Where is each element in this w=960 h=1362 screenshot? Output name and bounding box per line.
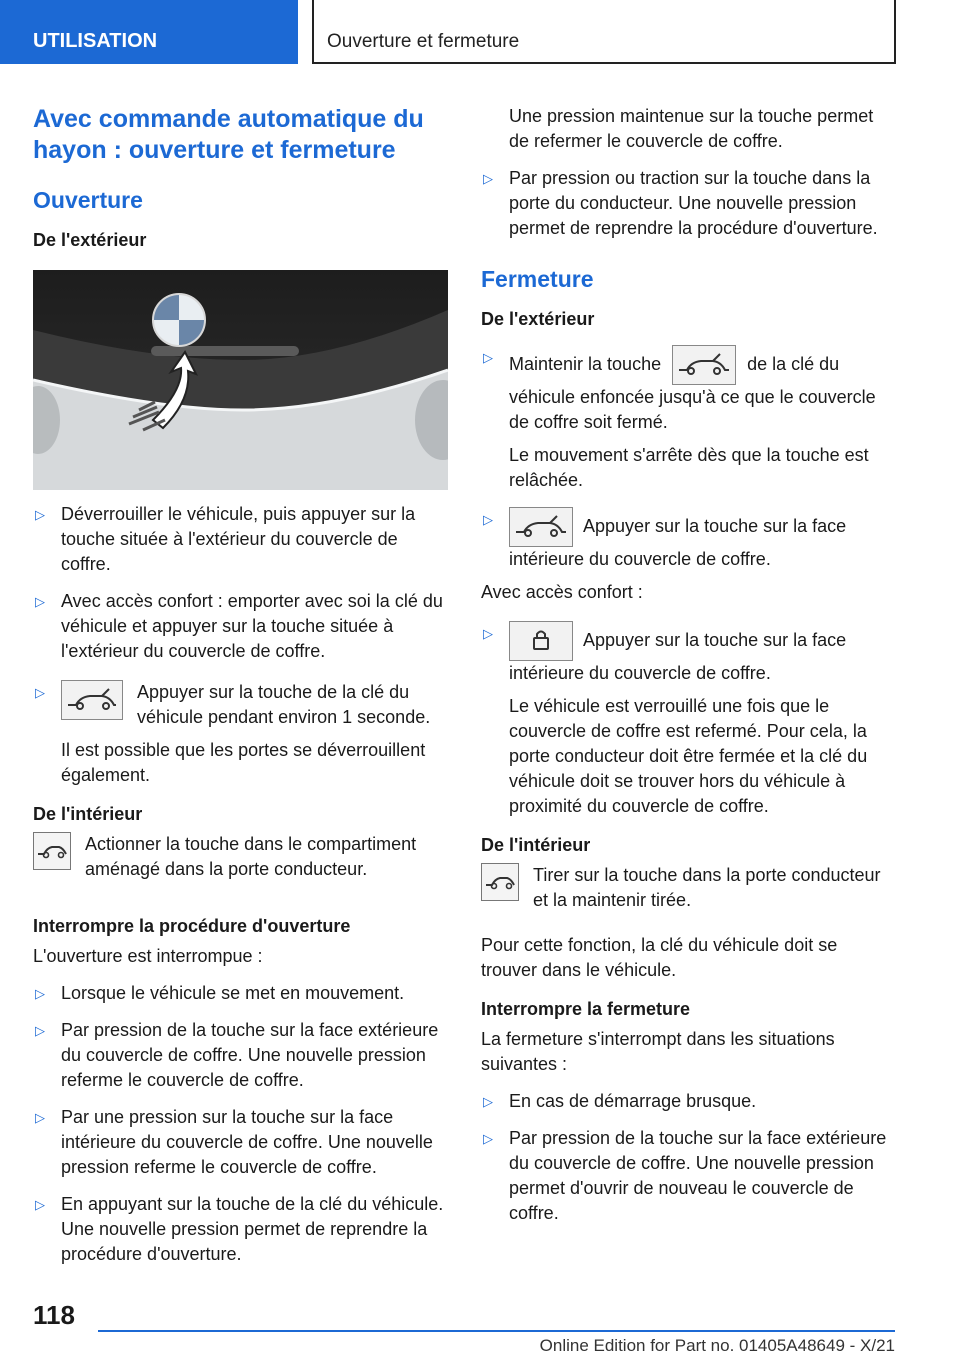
footer-edition: Online Edition for Part no. 01405A48649 - X/21: [539, 1336, 895, 1355]
bullet-triangle-icon: ▷: [35, 1197, 45, 1212]
list-item: ▷ Maintenir la touche de la clé du véhicule enfoncée jusqu'à ce que le couvercle de coffre soit fermé.: [481, 345, 897, 435]
closing-heading: Fermeture: [481, 266, 594, 292]
bullet-triangle-icon: ▷: [35, 507, 45, 522]
list-item: ▷ Avec accès confort : emporter avec soi la clé du véhicule et appuyer sur la touche située à l'extérieur du couvercle de coffre.: [35, 591, 443, 661]
page-number: 118: [33, 1300, 75, 1330]
lock-button-icon: [509, 621, 573, 661]
list-item: [33, 680, 449, 730]
bullet-triangle-icon: ▷: [35, 1023, 45, 1038]
main-heading: Avec commande automatique du hayon : ouverture et fermeture: [33, 105, 424, 164]
bullet-triangle-icon: ▷: [483, 350, 493, 365]
right-column: [481, 104, 897, 1226]
chapter-title-box: [312, 0, 896, 64]
comfort-access-label: Avec accès confort :: [481, 582, 643, 602]
close-from-inside-heading: De l'intérieur: [481, 835, 591, 855]
tailgate-photo: [33, 270, 448, 490]
list-item: ▷ En appuyant sur la touche de la clé du véhicule. Une nouvelle pression permet de reprendre la procédure d'ouverture.: [35, 1194, 444, 1264]
bullet-triangle-icon: ▷: [35, 986, 45, 1001]
bullet-triangle-icon: ▷: [483, 1131, 493, 1146]
car-key-tailgate-icon: [672, 345, 736, 385]
key-bullet-text: Appuyer sur la touche de la clé du véhicule pendant environ 1 seconde.: [137, 682, 431, 727]
bullet-triangle-icon: ▷: [483, 1094, 493, 1109]
left-column: [33, 100, 449, 1267]
list-item: ▷ Déverrouiller le véhicule, puis appuyer sur la touche située à l'extérieur du couvercle de coffre.: [35, 504, 416, 574]
tailgate-switch-icon: [33, 832, 71, 870]
chapter-title: Ouverture et fermeture: [327, 31, 520, 52]
from-inside-heading: De l'intérieur: [33, 804, 143, 824]
list-item: ▷ Par une pression sur la touche sur la face intérieure du couvercle de coffre. Une nouvelle pression referme le couvercle de coffre.: [35, 1107, 433, 1177]
lock-note: Le véhicule est verrouillé une fois que le couvercle de coffre est refermé. Pour cela, la porte conducteur doit être fermée et la clé du véhicule doit se trouver hors du véhicule à proximité du couvercle de coffre.: [509, 696, 868, 816]
interrupt-closing-heading: Interrompre la fermeture: [481, 999, 691, 1019]
section-tab: [0, 0, 298, 64]
close-inside-instruction: Tirer sur la touche dans la porte conducteur et la maintenir tirée.: [481, 863, 897, 913]
footer-rule: [98, 1330, 895, 1332]
interrupt-closing-intro: La fermeture s'interrompt dans les situations suivantes :: [481, 1029, 835, 1074]
opening-heading: Ouverture: [33, 187, 143, 213]
list-item: ▷ Lorsque le véhicule se met en mouvement.: [33, 981, 449, 1006]
bullet-triangle-icon: ▷: [35, 1110, 45, 1125]
function-note: Pour cette fonction, la clé du véhicule doit se trouver dans le véhicule.: [481, 935, 838, 980]
tailgate-switch-icon: [481, 863, 519, 901]
list-item: ▷ Par pression de la touche sur la face extérieure du couvercle de coffre. Une nouvelle pression referme le couvercle de coffre.: [35, 1020, 439, 1090]
interrupt-opening-heading: Interrompre la procédure d'ouverture: [33, 916, 351, 936]
bullet-triangle-icon: ▷: [483, 512, 493, 527]
bullet-triangle-icon: ▷: [483, 171, 493, 186]
section-label: UTILISATION: [33, 30, 158, 52]
bullet-triangle-icon: ▷: [35, 594, 45, 609]
inside-instruction: Actionner la touche dans le compartiment aménagé dans la porte conducteur.: [33, 832, 449, 882]
from-outside-heading: De l'extérieur: [33, 230, 147, 250]
tailgate-close-button-icon: [509, 507, 573, 547]
list-item: ▷ Par pression ou traction sur la touche dans la porte du conducteur. Une nouvelle pression permet de reprendre la procédure d'ouverture.: [483, 168, 878, 238]
key-note: Il est possible que les portes se déverrouillent également.: [61, 740, 426, 785]
car-key-tailgate-icon: [61, 680, 123, 720]
bullet-triangle-icon: ▷: [483, 626, 493, 641]
list-item: ▷ En cas de démarrage brusque.: [481, 1089, 897, 1114]
interrupt-intro: L'ouverture est interrompue :: [33, 946, 263, 966]
continued-text: Une pression maintenue sur la touche permet de refermer le couvercle de coffre.: [509, 106, 874, 151]
list-item: ▷ Par pression de la touche sur la face extérieure du couvercle de coffre. Une nouvelle pression permet d'ouvrir de nouveau le couvercle de coffre.: [483, 1128, 887, 1223]
hold-note: Le mouvement s'arrête dès que la touche est relâchée.: [509, 445, 869, 490]
list-item: ▷ Appuyer sur la touche sur la face intérieure du couvercle de coffre.: [481, 507, 897, 572]
list-item: ▷ Appuyer sur la touche sur la face intérieure du couvercle de coffre.: [481, 621, 897, 686]
bullet-triangle-icon: ▷: [35, 685, 45, 700]
close-from-outside-heading: De l'extérieur: [481, 309, 595, 329]
